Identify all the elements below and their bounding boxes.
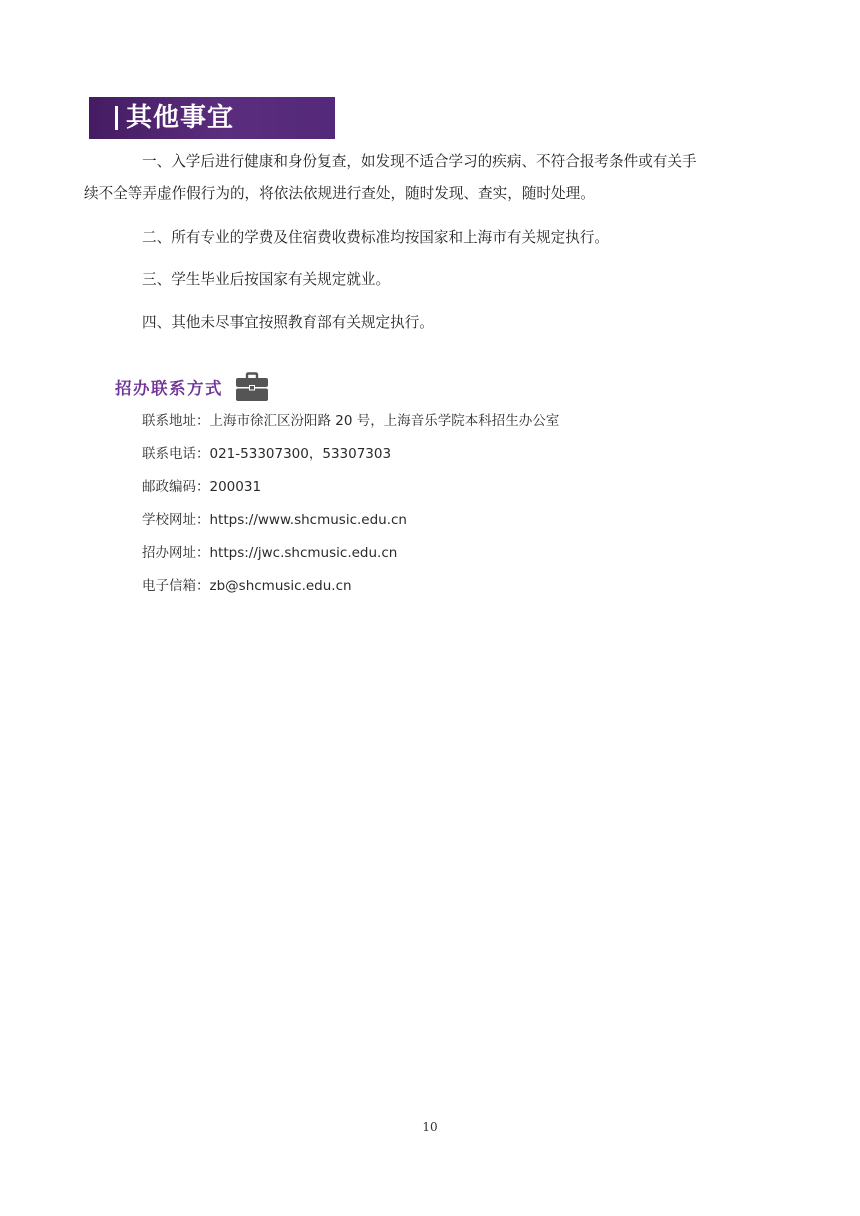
contact-value: 上海市徐汇区汾阳路 20 号，上海音乐学院本科招生办公室: [209, 413, 560, 429]
contact-label: 招办网址：: [142, 545, 210, 561]
contact-row-postcode: [142, 477, 261, 497]
paragraph-1: [84, 146, 753, 210]
paragraph-3: 三、学生毕业后按国家有关规定就业。: [142, 271, 391, 288]
contact-label: 电子信箱：: [142, 578, 210, 594]
paragraph-1-line-1: 一、入学后进行健康和身份复查，如发现不适合学习的疾病、不符合报考条件或有关手: [142, 153, 697, 170]
paragraph-4: 四、其他未尽事宜按照教育部有关规定执行。: [142, 314, 434, 331]
contact-row-email: [142, 576, 352, 596]
contact-label: 邮政编码：: [142, 479, 210, 495]
contact-value: 200031: [209, 479, 262, 495]
section-banner: [89, 97, 335, 139]
contact-row-address: [142, 411, 559, 431]
banner-accent-bar: [115, 106, 118, 130]
paragraph-1-line-2: 续不全等弄虚作假行为的，将依法依规进行查处，随时发现、查实，随时处理。: [84, 185, 595, 202]
email-link[interactable]: zb@shcmusic.edu.cn: [209, 578, 352, 594]
school-website-link[interactable]: https://www.shcmusic.edu.cn: [209, 512, 407, 528]
office-website-link[interactable]: https://jwc.shcmusic.edu.cn: [209, 545, 398, 561]
section-title: 其他事宜: [126, 103, 235, 133]
contact-value: 021-53307300，53307303: [209, 446, 392, 462]
contact-heading: [115, 372, 269, 402]
contact-row-office-website: [142, 543, 397, 563]
contact-label: 联系地址：: [142, 413, 210, 429]
contact-row-phone: [142, 444, 391, 464]
briefcase-icon: [235, 372, 269, 402]
paragraph-2: 二、所有专业的学费及住宿费收费标准均按国家和上海市有关规定执行。: [142, 229, 610, 246]
contact-heading-label: 招办联系方式: [115, 379, 223, 398]
contact-label: 学校网址：: [142, 512, 210, 528]
contact-row-school-website: [142, 510, 407, 530]
page-number: 10: [422, 1120, 438, 1134]
contact-label: 联系电话：: [142, 446, 210, 462]
